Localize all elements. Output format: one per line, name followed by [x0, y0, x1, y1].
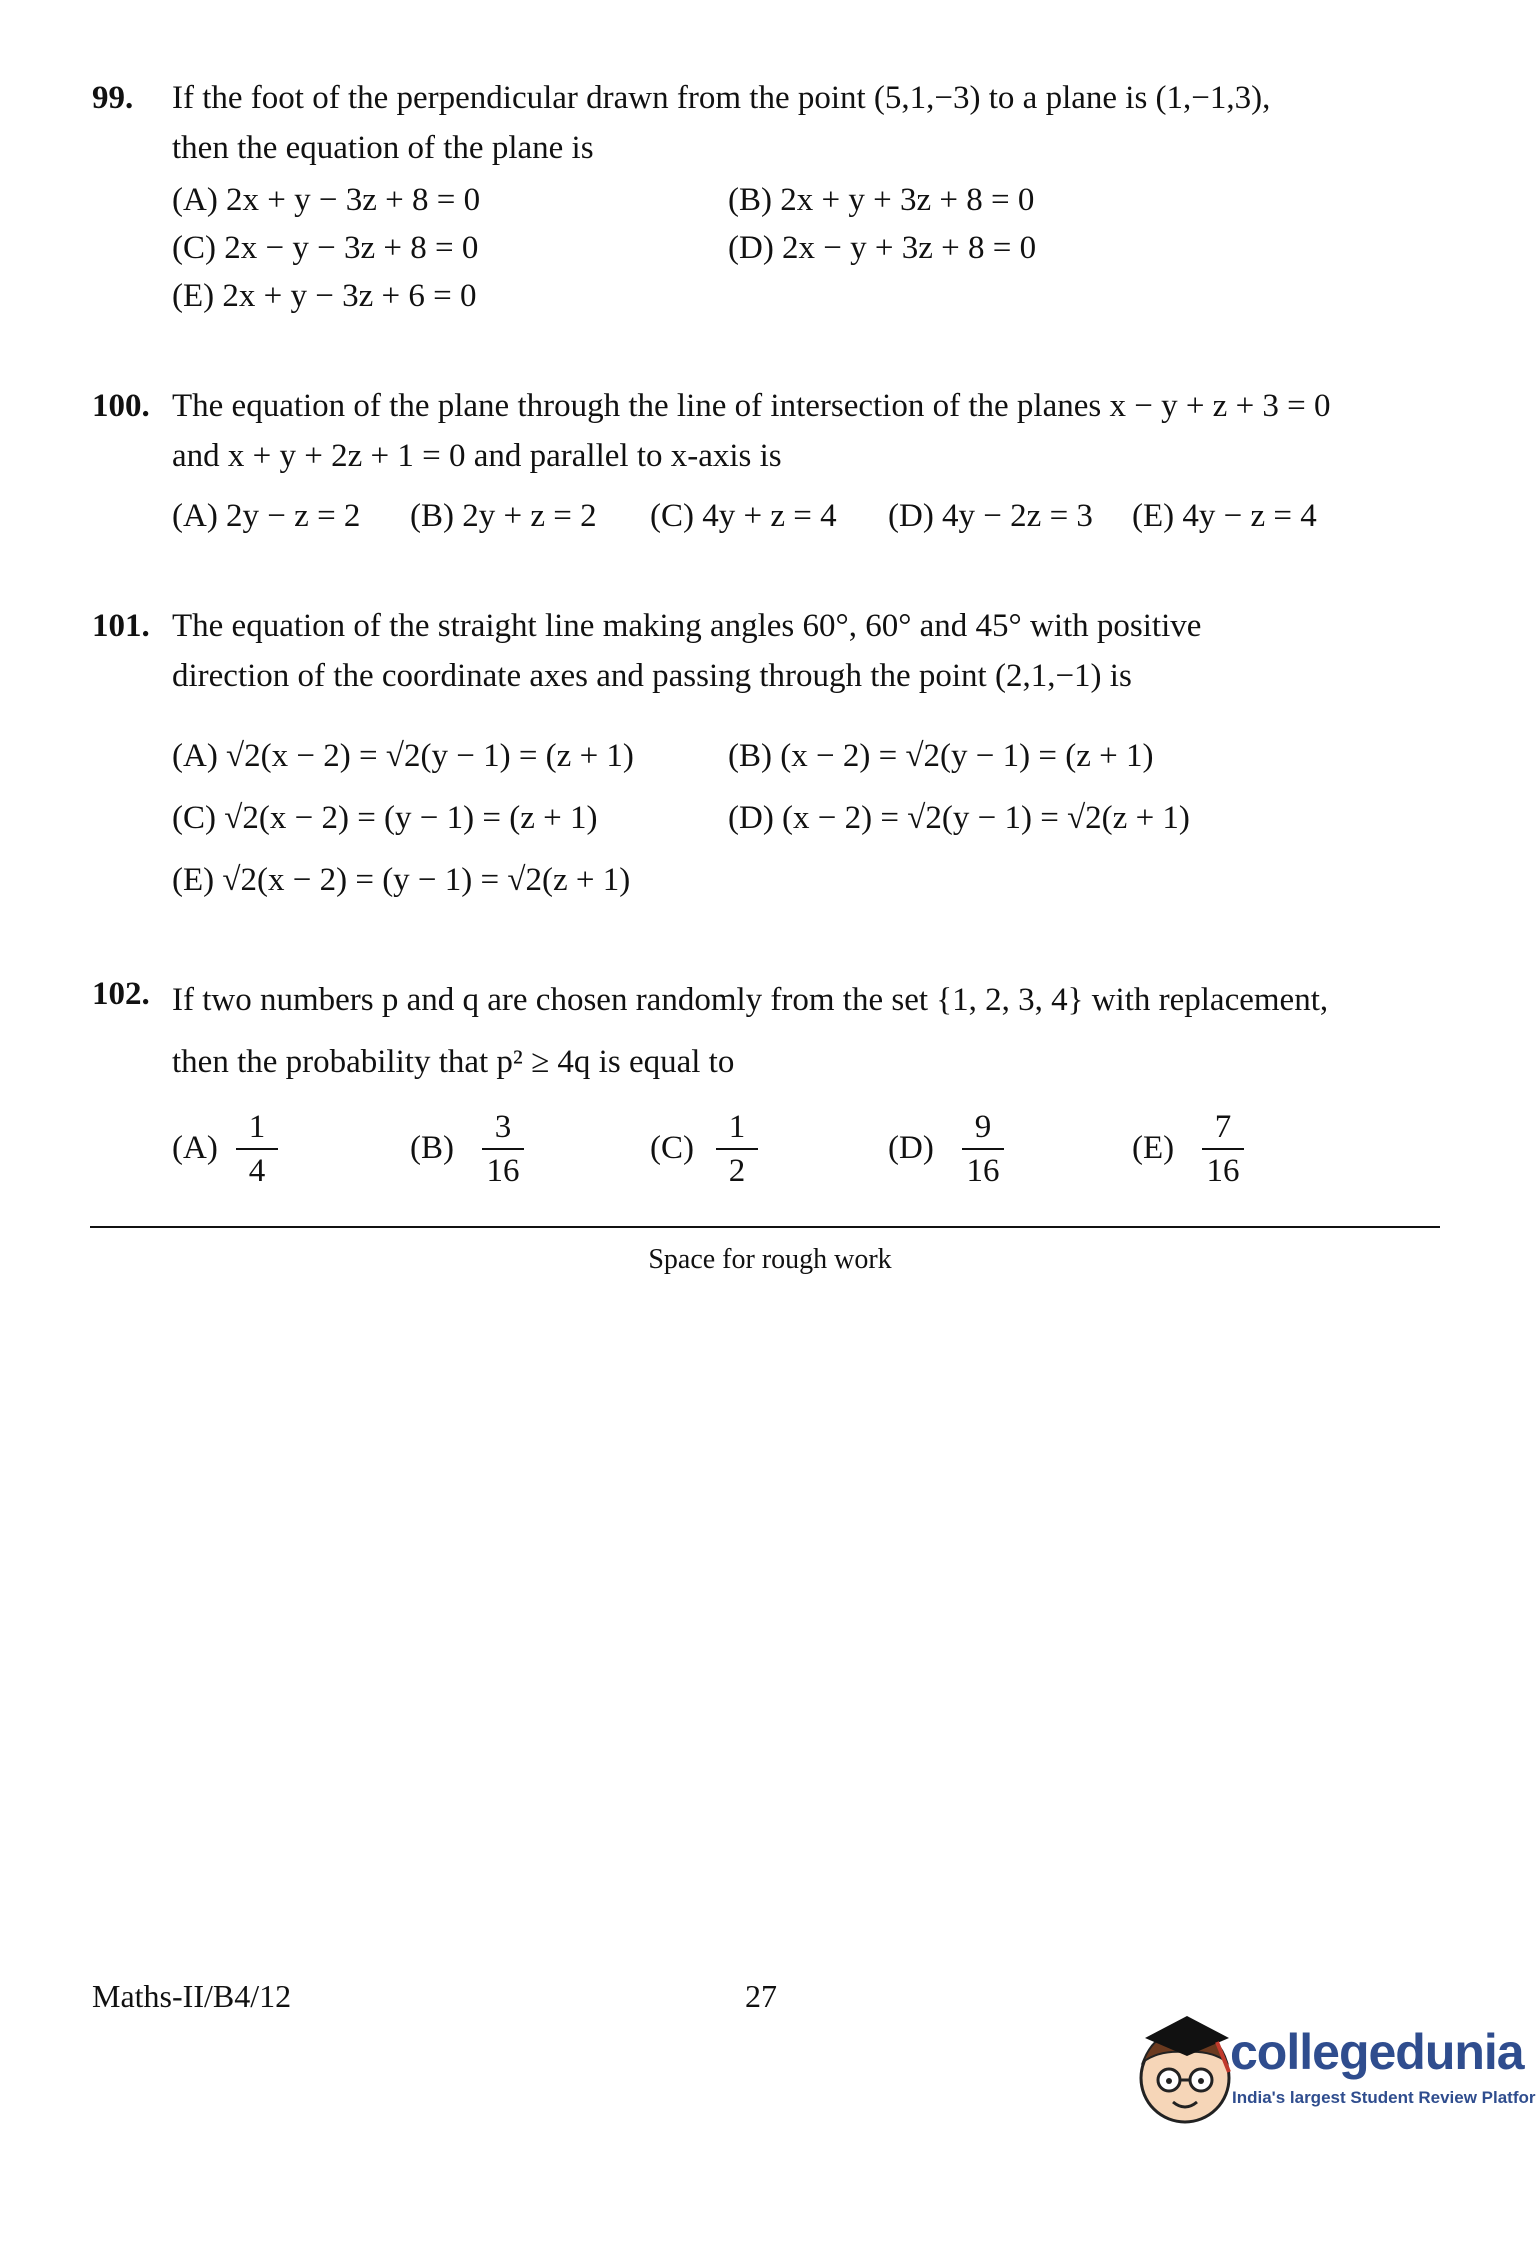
option-d[interactable]: (D) 2x − y + 3z + 8 = 0	[728, 230, 1037, 266]
fraction: 3 16	[478, 1108, 528, 1190]
question-text: If the foot of the perpendicular drawn from the point (5,1,−3) to a plane is (1,−1,3), then the equation of the plane is	[172, 80, 1271, 166]
logo-wordmark: collegedunia	[1230, 2024, 1524, 2080]
divider-rule	[90, 1226, 1440, 1228]
exam-page: 99. If the foot of the perpendicular drawn from the point (5,1,−3) to a plane is (1,−1,3), then the equation of the plane is (A) 2x + y − 3z + 8 = 0 (B) 2x + y + 3z + 8 = 0 (C) 2x − y − 3z + 8 = 0 (D) 2x − y + 3z + 8 = 0 (E) 2x + y − 3z + 6 = 0 100. The equation of the plane through the line of intersection of the planes x − y + z + 3 = 0 and x + y + 2z + 1 = 0 and parallel to x-axis is (A) 2y − z = 2 (B) 2y + z = 2 (C) 4y + z = 4 (D) 4y − 2z = 3 (E) 4y − z = 4 101. The equation of the straight line making angles 60°, 60° and 45° with positive direction of the coordinate axes and passing through the point (2,1,−1) is (A) √2(x − 2) = √2(y − 1) = (z + 1) (B) (x − 2) = √2(y − 1) = (z + 1) (C) √2(x − 2) = (y − 1) = (z + 1) (D) (x − 2) = √2(y − 1) = √2(z + 1) (E) √2(x − 2) = (y − 1) = √2(z + 1) 102. If two numbers p and q are chosen randomly from the set {1, 2, 3, 4} with replacement, then the probability that p² ≥ 4q is equal to (A) 1 4 (B) 3 16 (C) 1 2 (D) 9 16 (E) 7 16 Space for rough work Maths-II/B4/12 27 collegedunia India's largest Student Review Platfor	[0, 0, 1540, 2244]
option-c[interactable]: (C) 2x − y − 3z + 8 = 0	[172, 230, 479, 266]
option-b[interactable]: (B) (x − 2) = √2(y − 1) = (z + 1)	[728, 738, 1154, 774]
option-e[interactable]: (E) √2(x − 2) = (y − 1) = √2(z + 1)	[172, 862, 631, 898]
question-number: 101.	[92, 608, 150, 644]
question-text: If two numbers p and q are chosen randomly from the set {1, 2, 3, 4} with replacement, then the probability that p² ≥ 4q is equal to	[172, 982, 1329, 1080]
fraction-bar	[716, 1148, 758, 1150]
option-a[interactable]: (A) 2y − z = 2	[172, 498, 361, 534]
fraction-bar	[1202, 1148, 1244, 1150]
question-number: 99.	[92, 80, 134, 116]
option-b[interactable]: (B) 2x + y + 3z + 8 = 0	[728, 182, 1035, 218]
fraction: 7 16	[1198, 1108, 1248, 1190]
option-b[interactable]: (B) 2y + z = 2	[410, 498, 597, 534]
logo-tagline: India's largest Student Review Platfor	[1232, 2088, 1536, 2107]
fraction-bar	[236, 1148, 278, 1150]
question-text: The equation of the plane through the line of intersection of the planes x − y + z + 3 = 0 and x + y + 2z + 1 = 0 and parallel to x-axis is	[172, 388, 1331, 474]
fraction: 1 4	[232, 1108, 282, 1190]
option-e[interactable]: (E) 2x + y − 3z + 6 = 0	[172, 278, 477, 314]
option-d[interactable]: (D) (x − 2) = √2(y − 1) = √2(z + 1)	[728, 800, 1190, 836]
fraction: 9 16	[958, 1108, 1008, 1190]
fraction: 1 2	[712, 1108, 762, 1190]
option-d[interactable]: (D) 4y − 2z = 3	[888, 498, 1093, 534]
rough-work-label: Space for rough work	[648, 1244, 892, 1275]
fraction-bar	[962, 1148, 1004, 1150]
fraction-bar	[482, 1148, 524, 1150]
question-text: The equation of the straight line making angles 60°, 60° and 45° with positive direction of the coordinate axes and passing through the point (2,1,−1) is	[172, 608, 1202, 694]
option-a[interactable]: (A) √2(x − 2) = √2(y − 1) = (z + 1)	[172, 738, 634, 774]
page-number: 27	[745, 1978, 777, 2014]
option-e[interactable]: (E) 4y − z = 4	[1132, 498, 1317, 534]
question-number: 100.	[92, 388, 150, 424]
option-c[interactable]: (C) 4y + z = 4	[650, 498, 837, 534]
option-c[interactable]: (C) √2(x − 2) = (y − 1) = (z + 1)	[172, 800, 598, 836]
paper-code: Maths-II/B4/12	[92, 1978, 292, 2014]
option-a[interactable]: (A) 2x + y − 3z + 8 = 0	[172, 182, 481, 218]
question-number: 102.	[92, 976, 150, 1012]
